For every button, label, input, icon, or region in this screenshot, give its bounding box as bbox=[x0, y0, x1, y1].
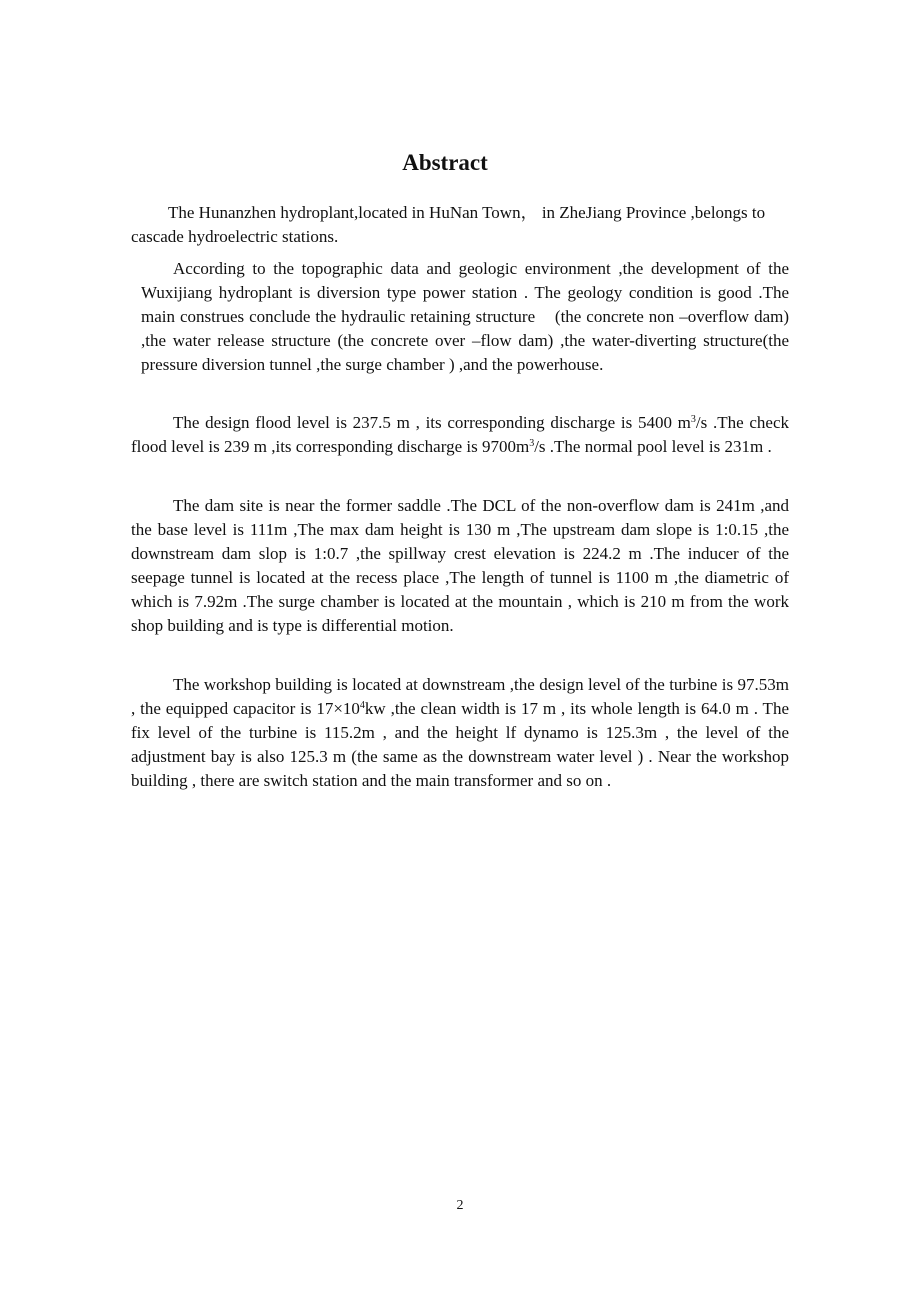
flood-text-3: /s .The normal pool level is 231m . bbox=[534, 437, 772, 456]
paragraph-flood-levels bbox=[131, 411, 789, 459]
superscript: 4 bbox=[359, 700, 365, 711]
flood-text-2: /s .The check flood level is 239 m ,its corresponding discharge is 9700m bbox=[131, 413, 789, 456]
paragraph-dam-site: The dam site is near the former saddle .The DCL of the non-overflow dam is 241m ,and the base level is 111m ,The max dam height is 130 m ,The upstream dam slope is 1:0.15 ,the downstream dam slop is 1:0.7 ,the spillway crest elevation is 224.2 m .The inducer of the seepage tunnel is located at the recess place ,The length of tunnel is 1100 m ,the diametric of which is 7.92m .The surge chamber is located at the mountain , which is 210 m from the work shop building and is type is differential motion. bbox=[131, 496, 789, 635]
page-number: 2 bbox=[456, 1198, 464, 1213]
abstract-title: Abstract bbox=[402, 150, 488, 175]
workshop-text-2: kw ,the clean width is 17 m , its whole length is 64.0 m . The fix level of the turbine is 115.2m , and the height lf dynamo is 125.3m , the level of the adjustment bay is also 125.3 m (the same as the downstream water level ) . Near the workshop building , there are switch station and the main transformer and so on . bbox=[131, 699, 789, 790]
paragraph-structures: According to the topographic data and geologic environment ,the development of the Wuxijiang hydroplant is diversion type power station . The geology condition is good .The main construes conclude the hydraulic retaining structure (the concrete non –overflow dam) ,the water release structure (the concrete over –flow dam) ,the water-diverting structure(the pressure diversion tunnel ,the surge chamber ) ,and the powerhouse. bbox=[141, 259, 789, 374]
flood-text-1: The design flood level is 237.5 m , its corresponding discharge is 5400 m bbox=[173, 413, 691, 432]
workshop-text-1: The workshop building is located at downstream ,the design level of the turbine is 97.53m , the equipped capacitor is 17×10 bbox=[131, 675, 789, 718]
superscript: 3 bbox=[690, 414, 696, 425]
superscript: 3 bbox=[529, 438, 535, 449]
paragraph-intro: The Hunanzhen hydroplant,located in HuNan Town， in ZheJiang Province ,belongs to cascade hydroelectric stations. bbox=[131, 203, 766, 246]
paragraph-workshop bbox=[131, 673, 789, 793]
